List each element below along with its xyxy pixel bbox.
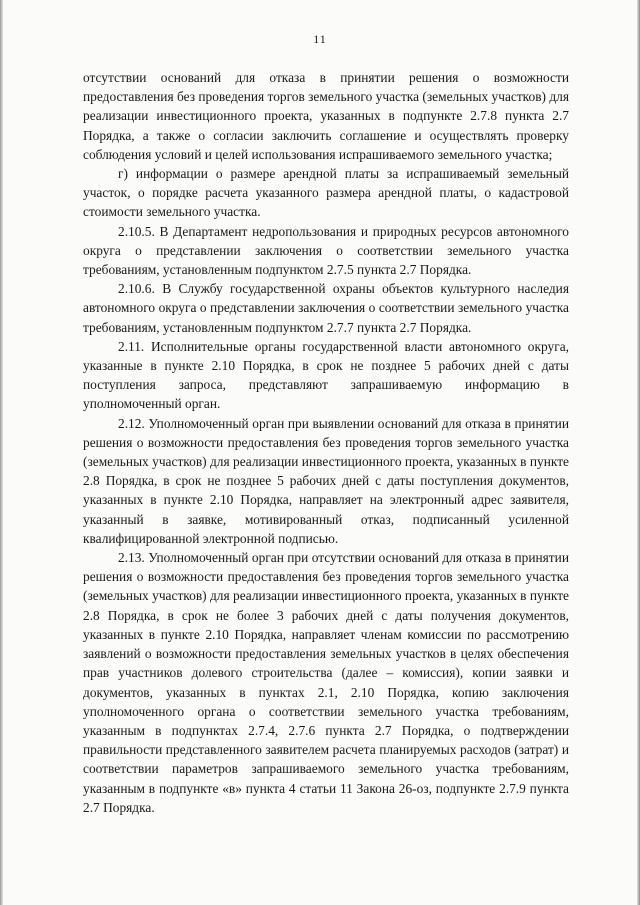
paragraph-subitem-g: г) информации о размере арендной платы за испрашиваемый земельный участок, о порядке расчета указанного размера арендной платы, о кадастровой стоимости земельного участка. [83, 166, 569, 220]
paragraph-2-13: 2.13. Уполномоченный орган при отсутствии оснований для отказа в принятии решения о возможности предоставления без проведения торгов земельного участка (земельных участков) для реализации инвестиционного проекта, указанных в пункте 2.8 Порядка, в срок не более 3 рабочих дней с даты получения документов, указанных в пункте 2.10 Порядка, направляет членам комиссии по рассмотрению заявлений о возможности предоставления земельных участков в целях обеспечения прав участников долевого строительства (далее – комиссия), копии заявки и документов, указанных в пунктах 2.1, 2.10 Порядка, копию заключения уполномоченного органа о соответствии земельного участка требованиям, указанным в подпунктах 2.7.4, 2.7.6 пункта 2.7 Порядка, о подтверждении правильности представленного заявителем расчета планируемых расходов (затрат) и соответствии параметров запрашиваемого земельного участка требованиям, указанным в подпункте «в» пункта 4 статьи 11 Закона 26-оз, подпункте 2.7.9 пункта 2.7 Порядка. [83, 550, 569, 815]
paragraph-2-12: 2.12. Уполномоченный орган при выявлении оснований для отказа в принятии решения о возможности предоставления без проведения торгов земельного участка (земельных участков) для реализации инвестиционного проекта, указанных в пункте 2.8 Порядка, в срок не позднее 5 рабочих дней с даты поступления документов, указанных в пункте 2.10 Порядка, направляет на электронный адрес заявителя, указанный в заявке, мотивированный отказ, подписанный усиленной квалифицированной электронной подписью. [83, 415, 569, 546]
paragraph-continuation: отсутствии оснований для отказа в принятии решения о возможности предоставления без проведения торгов земельного участка (земельных участков) для реализации инвестиционного проекта, указанных в подпункте 2.7.8 пункта 2.7 Порядка, а также о согласии заключить соглашение и осуществлять проверку соблюдения условий и целей использования испрашиваемого земельного участка; [83, 70, 569, 162]
document-body [83, 68, 569, 817]
paragraph-2-10-6: 2.10.6. В Службу государственной охраны объектов культурного наследия автономного округа о представлении заключения о соответствии земельного участка требованиям, установленным подпунктом 2.7.7 пункта 2.7 Порядка. [83, 281, 569, 335]
paragraph-2-10-5: 2.10.5. В Департамент недропользования и природных ресурсов автономного округа о представлении заключения о соответствии земельного участка требованиям, установленным подпунктом 2.7.5 пункта 2.7 Порядка. [83, 223, 569, 278]
paragraph-2-11: 2.11. Исполнительные органы государственной власти автономного округа, указанные в пункте 2.10 Порядка, в срок не позднее 5 рабочих дней с даты поступления запроса, представляют запрашиваемую информацию в уполномоченный орган. [83, 338, 569, 412]
page-number: 11 [313, 32, 327, 46]
scan-edge-left [0, 0, 3, 905]
